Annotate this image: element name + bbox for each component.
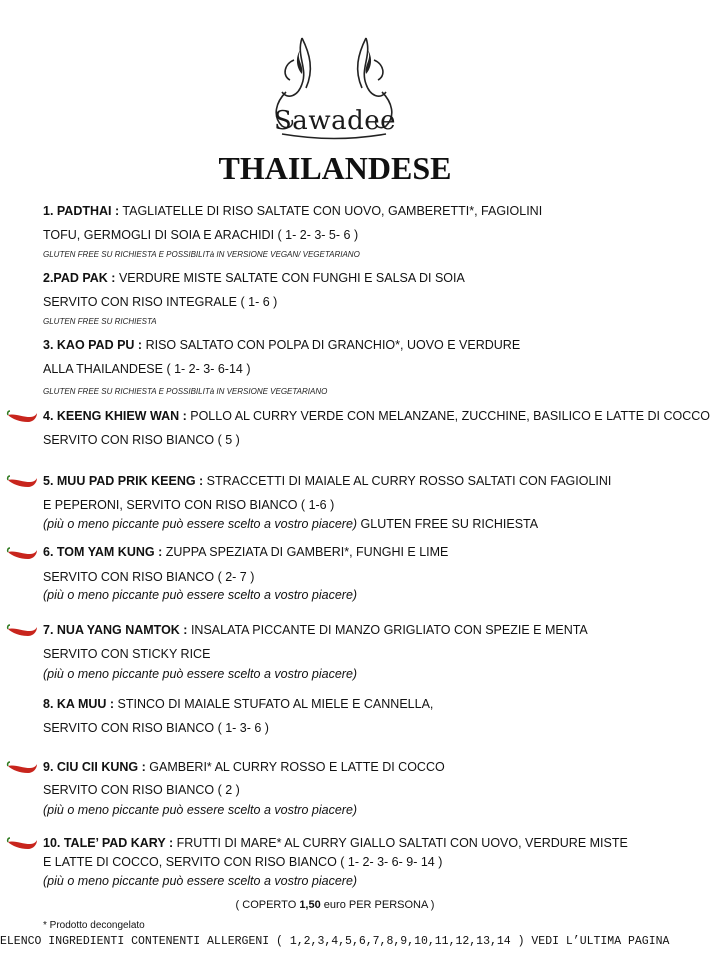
- dish-description: STRACCETTI DI MAIALE AL CURRY ROSSO SALTATI CON FAGIOLINI: [203, 474, 612, 488]
- menu-item-6-line1: [43, 545, 448, 559]
- chili-pepper-icon: [6, 546, 38, 562]
- dish-name: 4. KEENG KHIEW WAN :: [43, 409, 187, 423]
- dish-name: 1. PADTHAI :: [43, 204, 120, 218]
- menu-item-1-line1: [43, 204, 542, 218]
- cover-charge-amount: 1,50: [299, 899, 321, 911]
- menu-item-2-line1: [43, 271, 465, 285]
- dish-name: 9. CIU CII KUNG :: [43, 760, 146, 774]
- menu-item-8-line1: [43, 697, 433, 711]
- menu-item-9-line2: SERVITO CON RISO BIANCO ( 2 ): [43, 783, 240, 797]
- menu-item-4-line2: SERVITO CON RISO BIANCO ( 5 ): [43, 433, 240, 447]
- chili-pepper-icon: [6, 474, 38, 490]
- menu-item-9-spice-note: (più o meno piccante può essere scelto a vostro piacere): [43, 803, 358, 817]
- allergen-list-line: ELENCO INGREDIENTI CONTENENTI ALLERGENI ( 1,2,3,4,5,6,7,8,9,10,11,12,13,14 ) VEDI L’ULTIMA PAGINA: [0, 935, 670, 948]
- menu-item-3-line1: [43, 338, 520, 352]
- menu-item-2-note: GLUTEN FREE SU RICHIESTA: [43, 317, 157, 326]
- menu-item-3-note: GLUTEN FREE SU RICHIESTA E POSSIBILITà IN VERSIONE VEGETARIANO: [43, 387, 328, 396]
- menu-item-4-line1: [43, 409, 710, 423]
- frozen-product-footnote: * Prodotto decongelato: [43, 920, 145, 931]
- chili-pepper-icon: [6, 760, 38, 776]
- menu-item-5-line1: [43, 474, 611, 488]
- menu-item-2-line2: SERVITO CON RISO INTEGRALE ( 1- 6 ): [43, 295, 278, 309]
- menu-item-5-line2: E PEPERONI, SERVITO CON RISO BIANCO ( 1-6 ): [43, 498, 335, 512]
- dish-description: RISO SALTATO CON POLPA DI GRANCHIO*, UOVO E VERDURE: [142, 338, 521, 352]
- dish-name: 5. MUU PAD PRIK KEENG :: [43, 474, 204, 488]
- dish-name: 8. KA MUU :: [43, 697, 115, 711]
- dish-description: TAGLIATELLE DI RISO SALTATE CON UOVO, GAMBERETTI*, FAGIOLINI: [119, 204, 543, 218]
- gluten-note: GLUTEN FREE SU RICHIESTA: [357, 517, 539, 531]
- menu-item-10-line2: E LATTE DI COCCO, SERVITO CON RISO BIANCO ( 1- 2- 3- 6- 9- 14 ): [43, 855, 443, 869]
- cover-charge-suffix: euro PER PERSONA ): [320, 899, 435, 911]
- menu-item-8-line2: SERVITO CON RISO BIANCO ( 1- 3- 6 ): [43, 721, 269, 735]
- menu-item-6-spice-note: (più o meno piccante può essere scelto a vostro piacere): [43, 588, 358, 602]
- dish-description: STINCO DI MAIALE STUFATO AL MIELE E CANNELLA,: [114, 697, 434, 711]
- dish-description: POLLO AL CURRY VERDE CON MELANZANE, ZUCCHINE, BASILICO E LATTE DI COCCO: [186, 409, 710, 423]
- dish-description: GAMBERI* AL CURRY ROSSO E LATTE DI COCCO: [145, 760, 445, 774]
- menu-item-6-line2: SERVITO CON RISO BIANCO ( 2- 7 ): [43, 570, 255, 584]
- dish-description: FRUTTI DI MARE* AL CURRY GIALLO SALTATI CON UOVO, VERDURE MISTE: [173, 836, 628, 850]
- dish-description: VERDURE MISTE SALTATE CON FUNGHI E SALSA DI SOIA: [115, 271, 465, 285]
- chili-pepper-icon: [6, 409, 38, 425]
- spice-note: (più o meno piccante può essere scelto a vostro piacere): [43, 517, 358, 531]
- dish-name: 7. NUA YANG NAMTOK :: [43, 623, 188, 637]
- menu-item-1-line2: TOFU, GERMOGLI DI SOIA E ARACHIDI ( 1- 2- 3- 5- 6 ): [43, 228, 359, 242]
- menu-item-5-line3: [43, 517, 538, 531]
- dish-description: ZUPPA SPEZIATA DI GAMBERI*, FUNGHI E LIME: [162, 545, 449, 559]
- chili-pepper-icon: [6, 623, 38, 639]
- cover-charge: [0, 899, 670, 911]
- menu-item-7-line2: SERVITO CON STICKY RICE: [43, 647, 211, 661]
- menu-item-7-spice-note: (più o meno piccante può essere scelto a vostro piacere): [43, 667, 358, 681]
- menu-item-7-line1: [43, 623, 588, 637]
- dish-name: 10. TALE’ PAD KARY :: [43, 836, 174, 850]
- menu-item-10-line1: [43, 836, 628, 850]
- dish-name: 3. KAO PAD PU :: [43, 338, 143, 352]
- menu-item-1-note: GLUTEN FREE SU RICHIESTA E POSSIBILITà IN VERSIONE VEGAN/ VEGETARIANO: [43, 250, 360, 259]
- menu-item-10-spice-note: (più o meno piccante può essere scelto a vostro piacere): [43, 874, 358, 888]
- dish-name: 2.PAD PAK :: [43, 271, 116, 285]
- menu-item-3-line2: ALLA THAILANDESE ( 1- 2- 3- 6-14 ): [43, 362, 251, 376]
- menu-item-9-line1: [43, 760, 445, 774]
- page-title: THAILANDESE: [218, 150, 452, 186]
- chili-pepper-icon: [6, 836, 38, 852]
- dish-description: INSALATA PICCANTE DI MANZO GRIGLIATO CON SPEZIE E MENTA: [187, 623, 588, 637]
- dish-name: 6. TOM YAM KUNG :: [43, 545, 163, 559]
- brand-name: Sawadee: [274, 106, 396, 136]
- cover-charge-prefix: ( COPERTO: [235, 899, 300, 911]
